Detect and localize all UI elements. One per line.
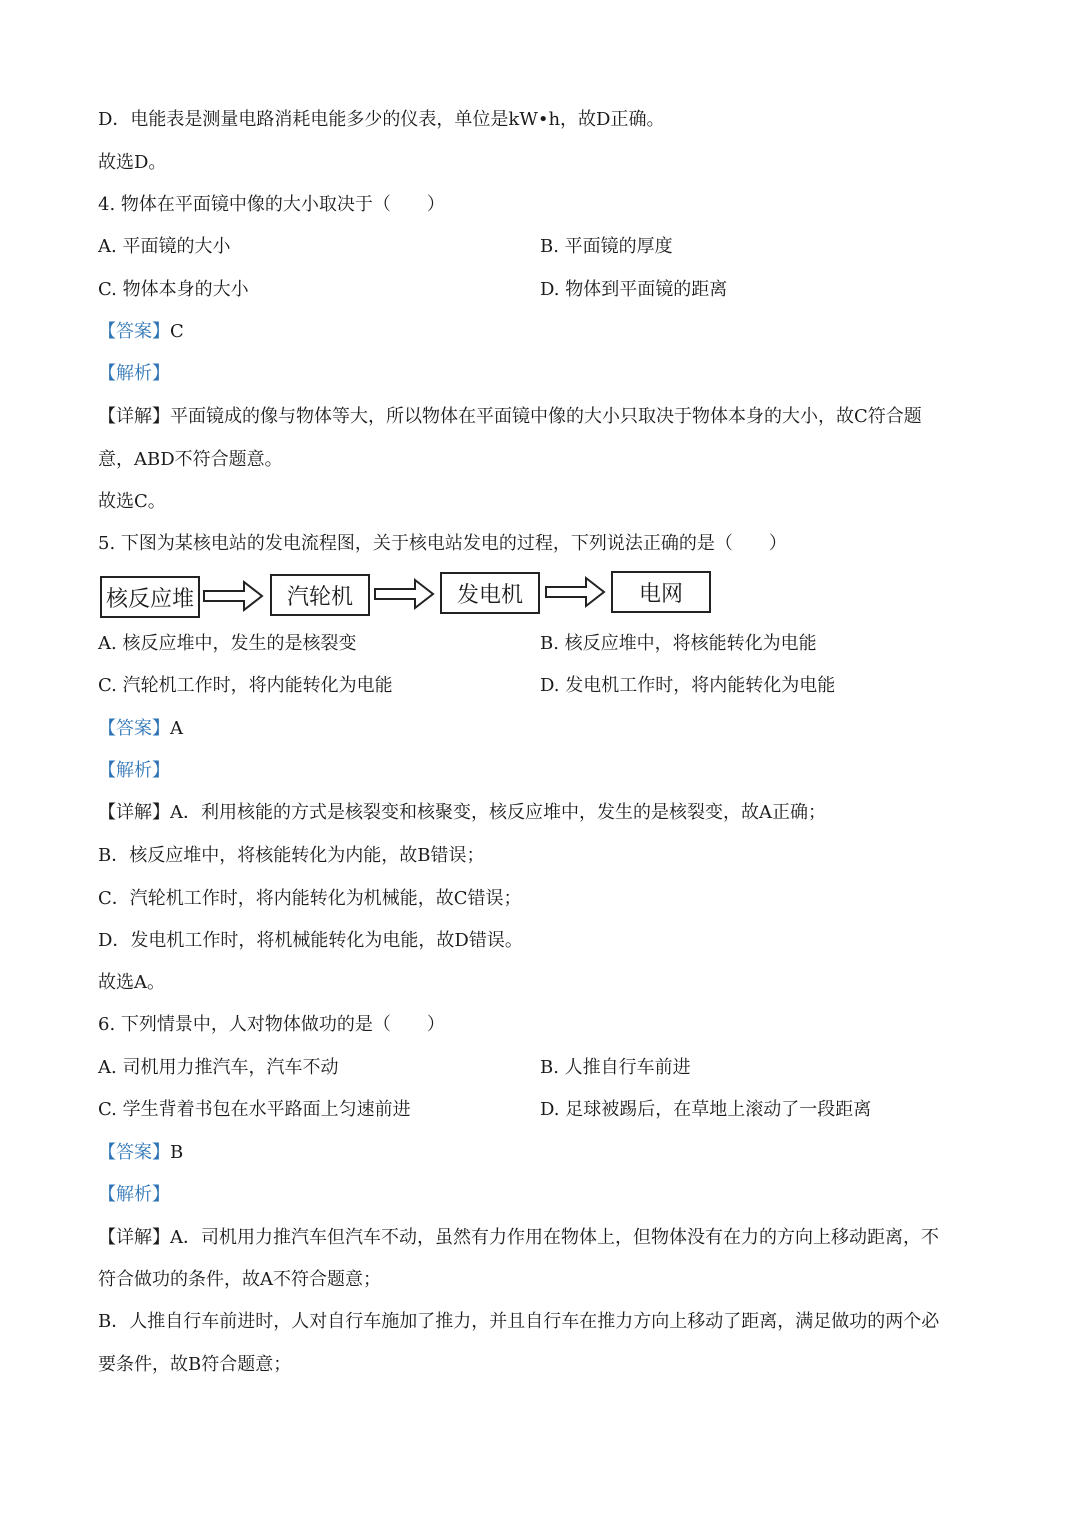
q4-option-c: C. 物体本身的大小 (98, 279, 249, 300)
q5-detail-line-4: D．发电机工作时，将机械能转化为电能，故D错误。 (98, 930, 523, 951)
q6-option-c: C. 学生背着书包在水平路面上匀速前进 (98, 1099, 411, 1120)
q5-detail-line-1 (98, 801, 826, 825)
q6-option-a: A. 司机用力推汽车，汽车不动 (98, 1057, 339, 1078)
flow-step-reactor: 核反应堆 (100, 576, 200, 618)
answer-value: B (170, 1142, 184, 1163)
power-plant-flowchart (100, 571, 720, 621)
q5-analysis-tag: 【解析】 (98, 760, 170, 781)
q5-conclusion: 故选A。 (98, 972, 165, 993)
q4-stem: 4. 物体在平面镜中像的大小取决于（ ） (98, 194, 445, 215)
q6-detail-line-4: 要条件，故B符合题意； (98, 1354, 292, 1375)
q4-analysis-tag: 【解析】 (98, 363, 170, 384)
q5-detail-line-2: B．核反应堆中，将核能转化为内能，故B错误； (98, 845, 485, 866)
q5-option-b: B. 核反应堆中，将核能转化为电能 (540, 633, 817, 654)
q6-analysis-tag: 【解析】 (98, 1184, 170, 1205)
arrow-1 (204, 582, 262, 610)
q4-answer (98, 320, 184, 344)
q6-detail-line-1 (98, 1226, 939, 1250)
arrow-2 (375, 580, 433, 608)
flow-step-grid: 电网 (611, 571, 711, 613)
flow-step-generator: 发电机 (440, 572, 540, 614)
q5-stem: 5. 下图为某核电站的发电流程图，关于核电站发电的过程，下列说法正确的是（ ） (98, 533, 787, 554)
q5-option-c: C. 汽轮机工作时，将内能转化为电能 (98, 675, 393, 696)
q6-detail-line-3: B．人推自行车前进时，人对自行车施加了推力，并且自行车在推力方向上移动了距离，满足做功的两个必 (98, 1311, 940, 1332)
q6-option-d: D. 足球被踢后，在草地上滚动了一段距离 (540, 1099, 872, 1120)
answer-tag: 【答案】 (98, 1142, 170, 1163)
arrow-3 (546, 578, 604, 606)
answer-tag: 【答案】 (98, 718, 170, 739)
detail-tag: 【详解】 (98, 1227, 170, 1248)
answer-value: A (170, 718, 183, 739)
flow-step-turbine: 汽轮机 (270, 574, 370, 616)
q4-detail-line-1 (98, 405, 922, 429)
q3-conclusion: 故选D。 (98, 152, 167, 173)
q6-answer (98, 1141, 183, 1165)
q4-option-d: D. 物体到平面镜的距离 (540, 279, 728, 300)
q5-detail-line-3: C．汽轮机工作时，将内能转化为机械能，故C错误； (98, 888, 522, 909)
detail-text: 平面镜成的像与物体等大，所以物体在平面镜中像的大小只取决于物体本身的大小，故C符合题 (170, 406, 922, 427)
detail-tag: 【详解】 (98, 406, 170, 427)
q4-option-b: B. 平面镜的厚度 (540, 236, 673, 257)
q6-option-b: B. 人推自行车前进 (540, 1057, 691, 1078)
q6-detail-line-2: 符合做功的条件，故A不符合题意； (98, 1269, 381, 1290)
q3-option-d-explanation: D．电能表是测量电路消耗电能多少的仪表，单位是kW•h，故D正确。 (98, 109, 665, 130)
detail-text: A．利用核能的方式是核裂变和核聚变，核反应堆中，发生的是核裂变，故A正确； (170, 802, 826, 823)
q5-answer (98, 717, 183, 741)
detail-text: A．司机用力推汽车但汽车不动，虽然有力作用在物体上，但物体没有在力的方向上移动距离，不 (170, 1227, 939, 1248)
q4-conclusion: 故选C。 (98, 491, 166, 512)
q5-option-a: A. 核反应堆中，发生的是核裂变 (98, 633, 357, 654)
q6-stem: 6. 下列情景中，人对物体做功的是（ ） (98, 1014, 445, 1035)
q5-option-d: D. 发电机工作时，将内能转化为电能 (540, 675, 836, 696)
q4-detail-line-2: 意，ABD不符合题意。 (98, 449, 283, 470)
answer-value: C (170, 321, 184, 342)
detail-tag: 【详解】 (98, 802, 170, 823)
answer-tag: 【答案】 (98, 321, 170, 342)
q4-option-a: A. 平面镜的大小 (98, 236, 231, 257)
